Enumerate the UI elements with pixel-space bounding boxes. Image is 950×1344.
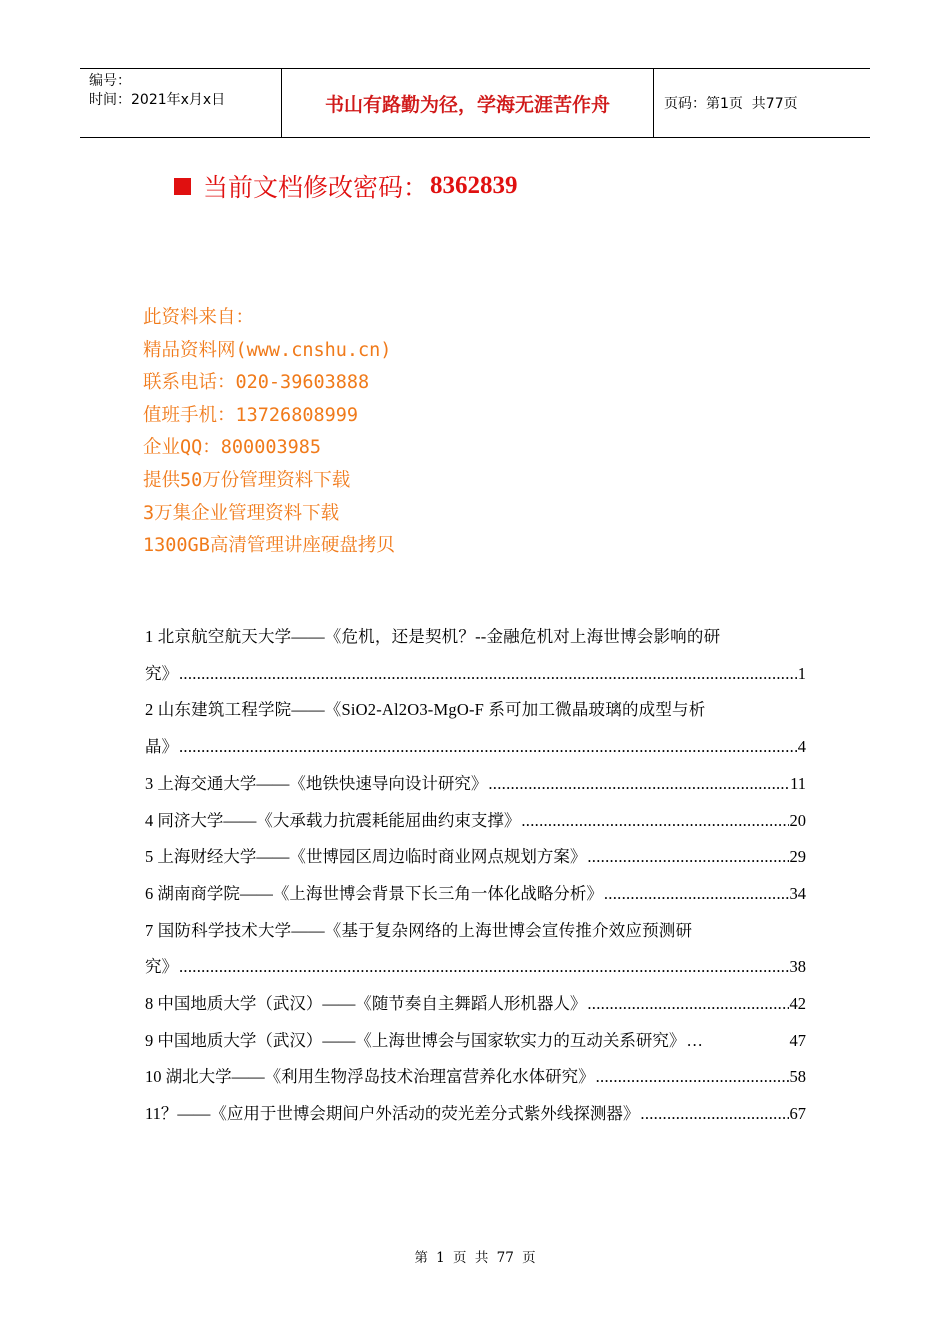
- toc-item-title: 7 国防科学技术大学——《基于复杂网络的上海世博会宣传推介效应预测研: [145, 920, 693, 940]
- toc-item[interactable]: [145, 803, 806, 840]
- header-meta: [80, 69, 282, 137]
- toc-page-number: 58: [789, 1067, 806, 1087]
- toc-page-number: 4: [797, 737, 806, 757]
- leader-dots: [604, 876, 789, 913]
- toc-item-title: 10 湖北大学——《利用生物浮岛技术治理富营养化水体研究》: [145, 1067, 595, 1087]
- toc-item-title: 5 上海财经大学——《世博园区周边临时商业网点规划方案》: [145, 847, 587, 867]
- header-page-info: [654, 69, 870, 137]
- info-line: 值班手机：13726808999: [143, 404, 359, 426]
- toc-item[interactable]: [145, 986, 806, 1023]
- password-code: 8362839: [430, 172, 518, 199]
- time-label: 时间：2021年x月x日: [89, 92, 226, 108]
- toc-item-title: 4 同济大学——《大承载力抗震耗能屈曲约束支撑》: [145, 810, 521, 830]
- leader-dots: [179, 656, 797, 693]
- leader-dots: [488, 766, 789, 803]
- info-line: 提供50万份管理资料下载: [143, 469, 351, 491]
- toc-page-number: 1: [797, 663, 806, 683]
- leader-dots: [596, 1059, 789, 1096]
- toc-page-number: 47: [789, 1030, 806, 1050]
- info-line: 企业QQ：800003985: [143, 437, 322, 459]
- toc-item-title-cont: 究》: [145, 957, 178, 977]
- toc-page-number: 34: [789, 883, 806, 903]
- leader-dots: [587, 986, 788, 1023]
- toc-page-number: 42: [789, 994, 806, 1014]
- toc-item-title-cont: 晶》: [145, 737, 178, 757]
- toc-item[interactable]: [145, 1023, 806, 1060]
- password-line: [174, 166, 518, 206]
- toc-item-title: 2 山东建筑工程学院——《SiO2-Al2O3-MgO-F 系可加工微晶玻璃的成型与析: [145, 700, 706, 720]
- toc-item-title: 3 上海交通大学——《地铁快速导向设计研究》: [145, 773, 488, 793]
- motto: 书山有路勤为径，学海无涯苦作舟: [282, 69, 654, 137]
- source-info: [143, 302, 395, 563]
- toc-item-title: 11？——《应用于世博会期间户外活动的荧光差分式紫外线探测器》: [145, 1104, 640, 1124]
- password-label: 当前文档修改密码：: [203, 173, 429, 202]
- toc-item[interactable]: [145, 619, 806, 692]
- toc-page-number: 67: [789, 1104, 806, 1124]
- leader-dots: [179, 729, 797, 766]
- toc-page-number: 29: [789, 847, 806, 867]
- toc-item[interactable]: [145, 1096, 806, 1133]
- leader-dots: [521, 803, 788, 840]
- toc-page-number: 20: [789, 810, 806, 830]
- toc-item-title-cont: 究》: [145, 663, 178, 683]
- toc-page-number: 11: [790, 773, 806, 793]
- page-info: 页码：第1页 共77页: [664, 96, 798, 112]
- leader-dots: [587, 839, 788, 876]
- toc-page-number: 38: [789, 957, 806, 977]
- leader-ellipsis: …: [686, 1030, 703, 1050]
- toc-item[interactable]: [145, 1059, 806, 1096]
- header-table: [80, 68, 870, 138]
- toc-item[interactable]: [145, 766, 806, 803]
- toc-item[interactable]: [145, 692, 806, 765]
- toc-item-title: 1 北京航空航天大学——《危机，还是契机？--金融危机对上海世博会影响的研: [145, 627, 721, 646]
- square-bullet-icon: [174, 178, 191, 195]
- toc-item-title: 9 中国地质大学（武汉）——《上海世博会与国家软实力的互动关系研究》: [145, 1030, 686, 1050]
- info-line: 3万集企业管理资料下载: [143, 502, 340, 524]
- toc-item[interactable]: [145, 913, 806, 986]
- table-of-contents: [145, 619, 806, 1133]
- info-line: 1300GB高清管理讲座硬盘拷贝: [143, 535, 395, 557]
- info-line: 此资料来自：: [143, 307, 255, 328]
- toc-item-title: 6 湖南商学院——《上海世博会背景下长三角一体化战略分析》: [145, 883, 603, 903]
- info-line: 精品资料网(www.cnshu.cn): [143, 339, 392, 361]
- info-line: 联系电话：020-39603888: [143, 372, 370, 394]
- number-label: 编号：: [89, 73, 131, 89]
- toc-item[interactable]: [145, 839, 806, 876]
- leader-dots: [179, 949, 789, 986]
- leader-dots: [640, 1096, 788, 1133]
- toc-item[interactable]: [145, 876, 806, 913]
- toc-item-title: 8 中国地质大学（武汉）——《随节奏自主舞蹈人形机器人》: [145, 994, 587, 1014]
- page-footer: 第 1 页 共 77 页: [414, 1250, 536, 1266]
